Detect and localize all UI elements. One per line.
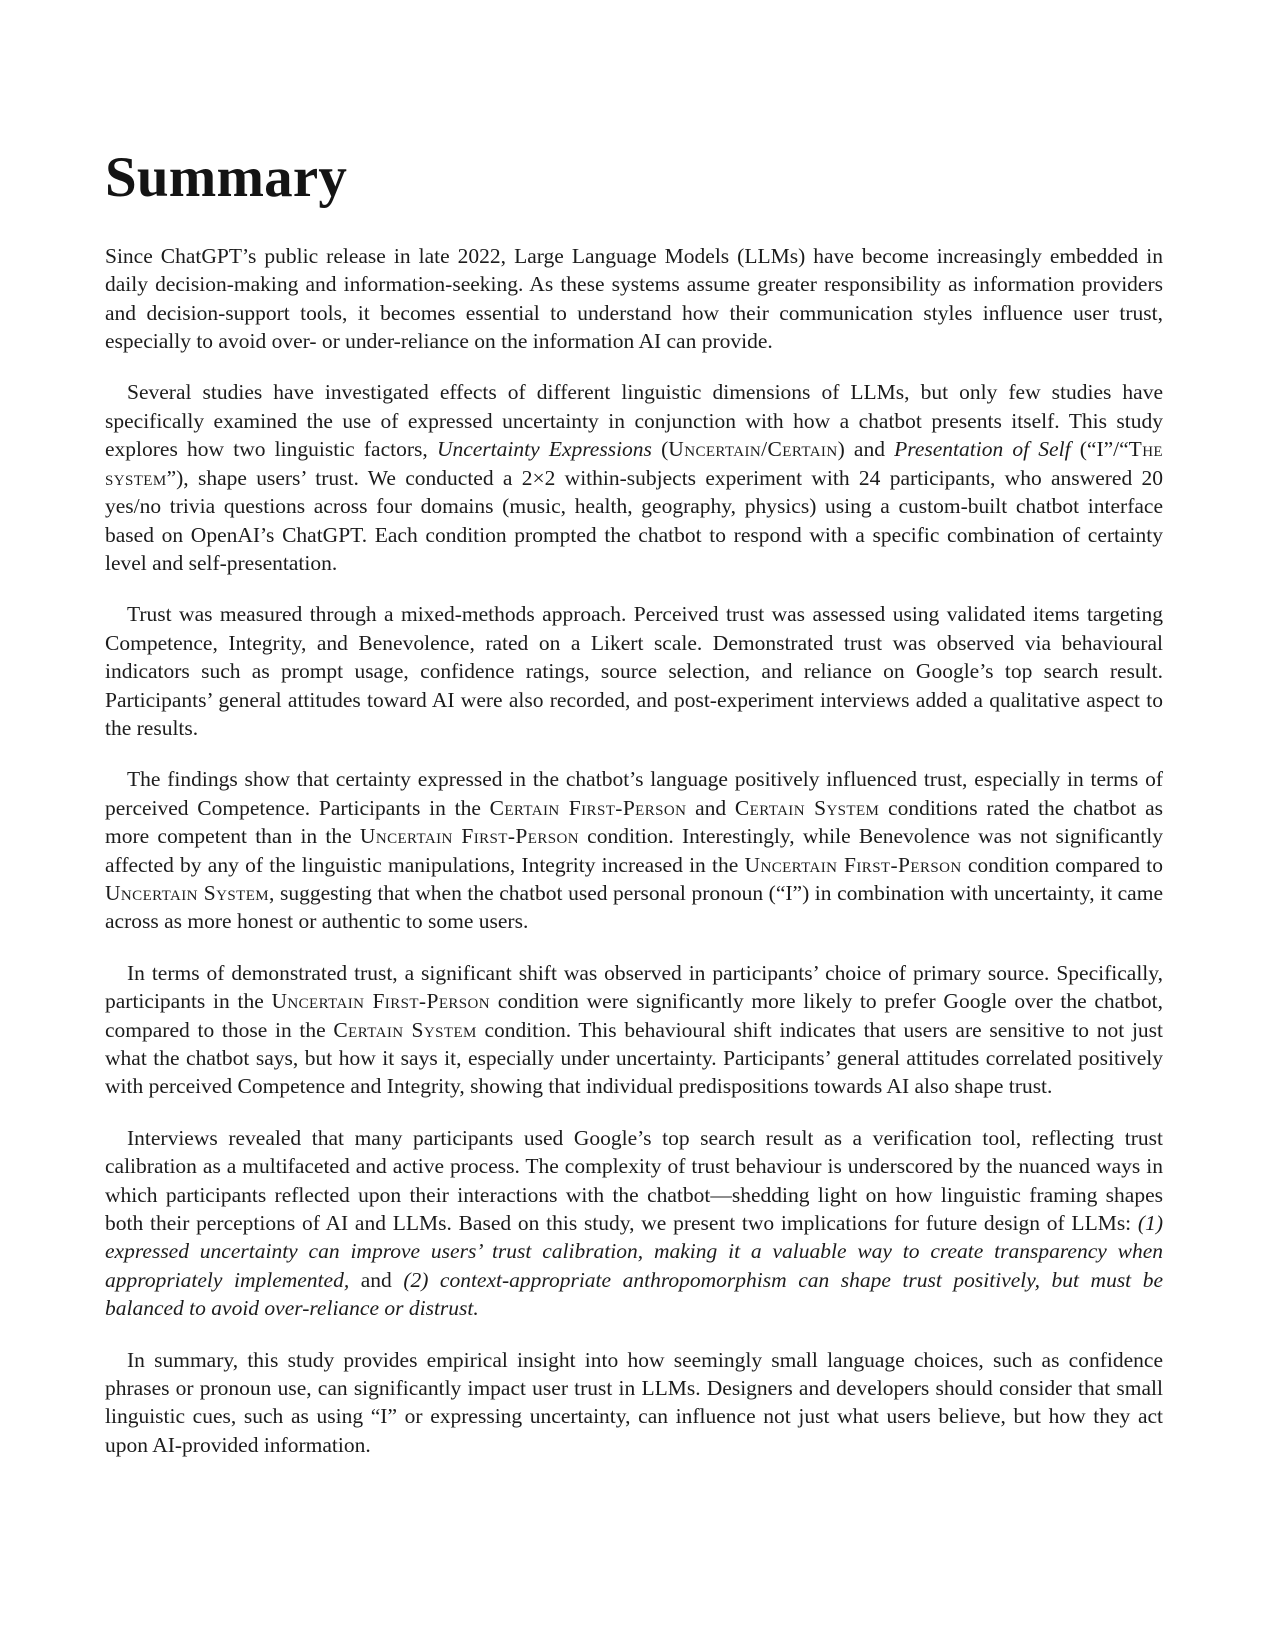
summary-body [105,242,1163,1459]
text-run: ) and [837,437,895,462]
italic-run: Uncertainty Expressions [436,437,652,462]
smallcaps-run: Uncertain First-Person [744,852,962,877]
smallcaps-run: Certain System [734,795,880,820]
text-run: condition. Interestingly, while Benevolence was not significantly affected by any of the linguistic manipulations, Integrity increased in the [105,824,1163,877]
paragraph-1 [105,242,1163,356]
smallcaps-run: Certain System [333,1017,477,1042]
text-run: Trust was measured through a mixed-methods approach. Perceived trust was assessed using validated items targeting Competence, Integrity, and Benevolence, rated on a Likert scale. Demonstrated trust was observed via behavioural indicators such as prompt usage, confidence ratings, source selection, and reliance on Google’s top search result. Participants’ general attitudes toward AI were also recorded, and post-experiment interviews added a qualitative aspect to the results. [105,602,1163,740]
paragraph-6 [105,1124,1163,1323]
text-run: In terms of demonstrated trust, a significant shift was observed in participants’ choice of primary source. Specifically, participants in the [105,960,1163,1014]
text-run: ”), shape users’ trust. We conducted a 2×2 within-subjects experiment with 24 participants, who answered 20 yes/no trivia questions across four domains (music, health, geography, physics) using a custom-built chatbot interface based on OpenAI’s ChatGPT. Each condition prompted the chatbot to respond with a specific combination of certainty level and self-presentation. [105,465,1163,575]
text-run: Since ChatGPT’s public release in late 2022, Large Language Models (LLMs) have become increasingly embedded in daily decision-making and information-seeking. As these systems assume greater responsibility as information providers and decision-support tools, it becomes essential to understand how their communication styles influence user trust, especially to avoid over- or under-reliance on the information AI can provide. [105,243,1163,354]
text-run: Interviews revealed that many participants used Google’s top search result as a verification tool, reflecting trust calibration as a multifaceted and active process. The complexity of trust behaviour is underscored by the nuanced ways in which participants reflected upon their interactions with the chatbot—shedding light on how linguistic framing shapes both their perceptions of AI and LLMs. Based on this study, we present two implications for future design of LLMs: [105,1125,1163,1236]
smallcaps-run: Uncertain/Certain [668,437,838,462]
paragraph-7 [105,1346,1163,1460]
text-run: , suggesting that when the chatbot used personal pronoun (“I”) in combination with uncertainty, it came across as more honest or authentic to some users. [105,880,1163,934]
smallcaps-run: Uncertain System [105,880,270,905]
italic-run: Presentation of Self [894,437,1071,462]
page-title: Summary [105,146,348,209]
smallcaps-run: The system [105,437,1164,490]
paragraph-5 [105,959,1163,1101]
text-run: ( [651,437,669,462]
text-run: condition. This behavioural shift indicates that users are sensitive to not just what the chatbot says, but how it says it, especially under uncertainty. Participants’ general attitudes correlated positively with perceived Competence and Integrity, showing that individual predispositions towards AI also shape trust. [105,1017,1164,1099]
text-run: and [686,795,735,820]
paragraph-2 [105,378,1163,577]
paragraph-4 [105,765,1163,935]
text-run: The findings show that certainty expressed in the chatbot’s language positively influenced trust, especially in terms of perceived Competence. Participants in the [105,767,1163,820]
smallcaps-run: Certain First-Person [489,795,687,820]
text-run: conditions rated the chatbot as more competent than in the [105,795,1164,849]
text-run: condition were significantly more likely to prefer Google over the chatbot, compared to those in the [105,989,1163,1042]
italic-run: (1) expressed uncertainty can improve users’ trust calibration, making it a valuable way to create transparency when appropriately implemented, [105,1211,1163,1292]
italic-run: (2) context-appropriate anthropomorphism can shape trust positively, but must be balanced to avoid over-reliance or distrust. [105,1267,1163,1321]
text-run: Several studies have investigated effects of different linguistic dimensions of LLMs, but only few studies have specifically examined the use of expressed uncertainty in conjunction with how a chatbot presents itself. This study explores how two linguistic factors, [105,380,1163,462]
smallcaps-run: Uncertain First-Person [271,989,490,1014]
text-run: and [349,1267,404,1292]
smallcaps-run: Uncertain First-Person [359,824,579,849]
text-run: (“I”/“ [1070,437,1129,462]
paragraph-3 [105,600,1163,742]
text-run: condition compared to [961,852,1163,877]
text-run: In summary, this study provides empirical insight into how seemingly small language choices, such as confidence phrases or pronoun use, can significantly impact user trust in LLMs. Designers and developers should consider that small linguistic cues, such as using “I” or expressing uncertainty, can influence not just what users believe, but how they act upon AI-provided information. [105,1347,1163,1457]
